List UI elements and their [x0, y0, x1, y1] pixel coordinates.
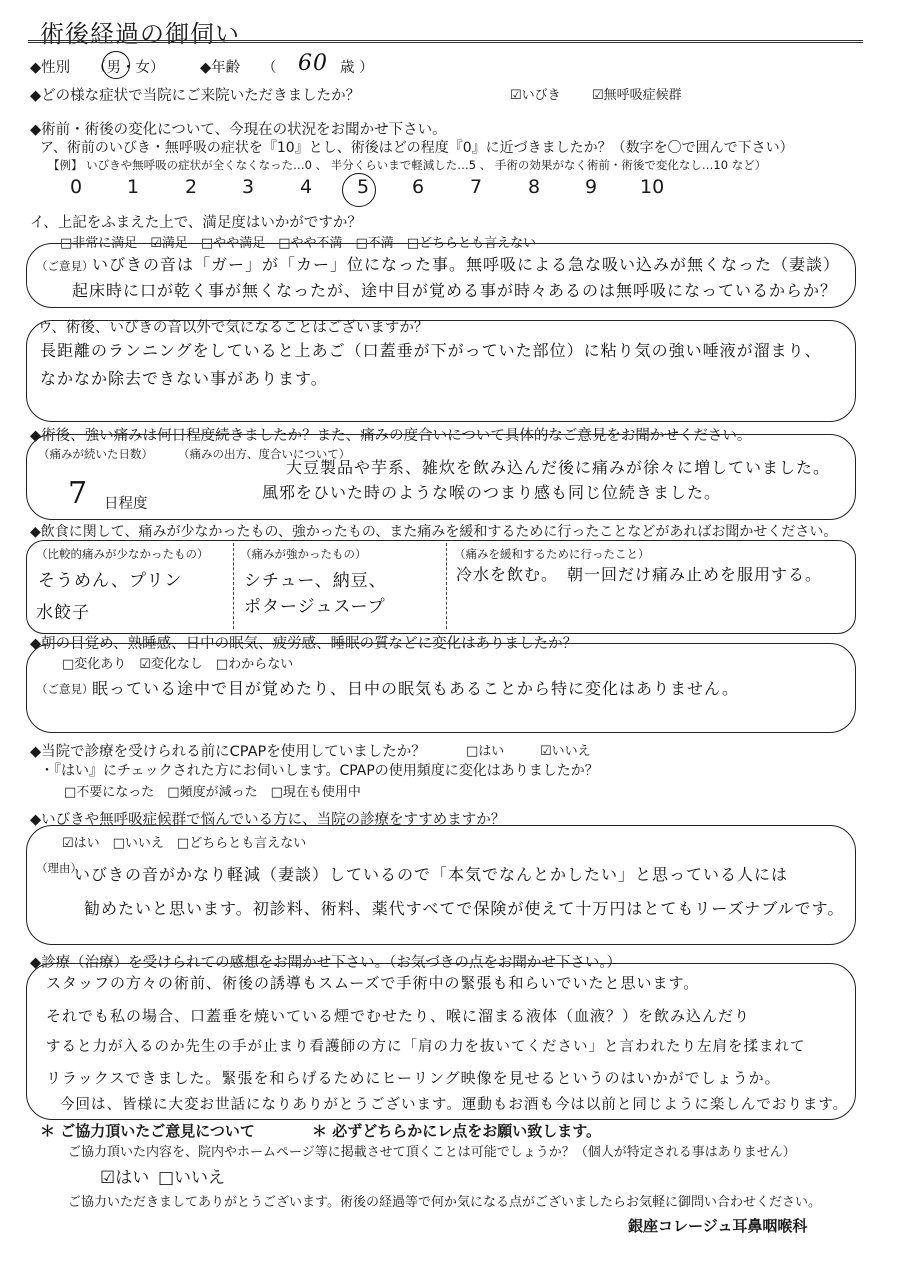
footer-thanks: ご協力いただきましてありがとうございます。術後の経過等で何か気になる点がございましたらお気軽に御問い合わせください。: [68, 1195, 821, 1210]
scale-number-3[interactable]: 3: [242, 176, 255, 198]
scale-number-8[interactable]: 8: [528, 176, 541, 198]
scale-number-2[interactable]: 2: [185, 176, 198, 198]
pain-detail-line2: 風邪をひいた時のような喉のつまり感も同じ位続きました。: [262, 483, 722, 502]
footer-notice-right: ＊ 必ずどちらかにレ点をお願い致します。: [312, 1122, 602, 1140]
other-answer-line1: 長距離のランニングをしていると上あご（口蓋垂が下がっていた部位）に粘り気の強い唾液が溜まり、: [40, 341, 822, 360]
title-divider: [28, 40, 863, 43]
recommend-box: [26, 825, 856, 945]
pain-detail-label: （痛みの出方、度合いについて）: [178, 447, 351, 461]
scale-number-10[interactable]: 10: [640, 176, 665, 198]
food-divider-2: [446, 543, 447, 629]
pain-detail-line1: 大豆製品や芋系、雑炊を飲み込んだ後に痛みが徐々に増していました。: [286, 458, 831, 477]
scale-number-7[interactable]: 7: [470, 176, 483, 198]
impression-question: ◆診療（治療）を受けられての感想をお聞かせ下さい。（お気づきの点をお聞かせ下さい。）: [30, 955, 622, 971]
pain-days-value: 7: [68, 476, 89, 511]
page-title: 術後経過の御伺い: [40, 20, 240, 48]
footer-permission-question: ご協力頂いた内容を、院内やホームページ等に掲載させて頂くことは可能でしょうか？（個人が特定される事はありません）: [68, 1145, 796, 1160]
impression-line3: すると力が入るのか先生の手が止まり看護師の方に「肩の力を抜いてください」と言われたり左肩を揉まれて: [46, 1039, 806, 1055]
clinic-name: 銀座コレージュ耳鼻咽喉科: [628, 1217, 808, 1235]
satisfaction-opinion-line2: 起床時に口が乾く事が無くなったが、途中目が覚める事が時々あるのは無呼吸になっているからか？: [72, 281, 838, 300]
impression-line5: 今回は、皆様に大変お世話になりありがとうございます。運動もお酒も今は以前と同じように楽しんでおります。: [60, 1097, 849, 1113]
food-strong-line2: ポタージュスープ: [244, 597, 386, 617]
sex-options[interactable]: （男・女）: [92, 60, 165, 76]
recommend-question: ◆いびきや無呼吸症候群で悩んでいる方に、当院の診療をすすめますか？: [30, 812, 506, 828]
age-value[interactable]: 60: [298, 51, 328, 76]
age-unit: 歳 ）: [340, 60, 374, 76]
recommend-reason-line2: 勧めたいと思います。初診料、術料、薬代すべてで保険が使えて十万円はとてもリーズナブルです。: [84, 899, 845, 918]
change-a-question: ア、術前のいびき・無呼吸の症状を『10』とし、術後はどの程度『0』に近づきましたか？（数字を〇で囲んで下さい）: [40, 140, 794, 156]
age-open-paren: （: [262, 60, 277, 76]
other-question: ウ、術後、いびきの音以外で気になることはございますか？: [38, 320, 429, 336]
scale-number-1[interactable]: 1: [127, 176, 140, 198]
food-less-line2: 水餃子: [36, 603, 90, 623]
sex-selected-circle: [102, 51, 130, 79]
food-strong-line1: シチュー、納豆、: [244, 571, 387, 591]
satisfaction-opinion-line1: いびきの音は「ガー」が「カー」位になった事。無呼吸による急な吸い込みが無くなった（妻談）: [92, 255, 841, 274]
recommend-reason-line1: いびきの音がかなり軽減（妻談）しているので「本気でなんとかしたい」と思っている人には: [74, 865, 789, 884]
food-relief-label: （痛みを緩和するために行ったこと）: [454, 547, 650, 561]
pain-days-unit: 日程度: [104, 496, 148, 512]
impression-line1: スタッフの方々の術前、術後の誘導もスムーズで手術中の緊張も和らいでいたと思います。: [46, 974, 700, 992]
footer-notice-left: ＊ ご協力頂いたご意見について: [40, 1122, 255, 1140]
scale-number-9[interactable]: 9: [585, 176, 598, 198]
symptom-apnea-checkbox[interactable]: ☑無呼吸症候群: [592, 88, 682, 103]
food-less-line1: そうめん、プリン: [38, 571, 183, 591]
footer-permission-no[interactable]: □いいえ: [158, 1168, 226, 1188]
cpap-question: ◆当院で診療を受けられる前にCPAPを使用していましたか？: [30, 744, 426, 760]
pain-question: ◆術後、強い痛みは何日程度続きましたか？また、痛みの度合いについて具体的なご意見をお聞かせください。: [30, 428, 752, 444]
morning-opinion-line1: 眠っている途中で目が覚めたり、日中の眠気もあることから特に変化はありません。: [92, 679, 739, 698]
food-relief-line1: 冷水を飲む。 朝一回だけ痛み止めを服用する。: [456, 565, 823, 584]
morning-options[interactable]: □変化あり ☑変化なし □わからない: [62, 657, 294, 672]
sex-label: ◆性別: [30, 60, 71, 76]
food-less-label: （比較的痛みが少なかったもの）: [36, 547, 209, 561]
recommend-reason-label: （理由）: [36, 861, 82, 875]
footer-permission-yes[interactable]: ☑はい: [100, 1168, 150, 1188]
change-question: ◆術前・術後の変化について、今現在の状況をお聞かせ下さい。: [30, 122, 447, 138]
scale-selected-circle: [342, 173, 376, 207]
cpap-sub-question: ・『はい』にチェックされた方にお伺いします。CPAPの使用頻度に変化はありましたか？: [40, 763, 599, 779]
food-strong-label: （痛みが強かったもの）: [240, 547, 367, 561]
age-label: ◆年齢: [200, 60, 241, 76]
cpap-yes-checkbox[interactable]: □はい: [466, 744, 505, 759]
food-question: ◆飲食に関して、痛みが少なかったもの、強かったもの、また痛みを緩和するために行ったことなどがあればお聞かせください。: [30, 524, 838, 540]
satisfaction-opinion-label: （ご意見）: [36, 259, 94, 273]
scale-number-5[interactable]: 5: [357, 176, 370, 198]
satisfaction-question: イ、上記をふまえた上で、満足度はいかがですか？: [30, 215, 362, 231]
scale-number-4[interactable]: 4: [300, 176, 313, 198]
cpap-sub-options[interactable]: □不要になった □頻度が減った □現在も使用中: [64, 785, 361, 800]
symptom-snoring-checkbox[interactable]: ☑いびき: [510, 88, 561, 103]
morning-question: ◆朝の目覚め、熟睡感、日中の眠気、疲労感、睡眠の質などに変化はありましたか？: [30, 636, 578, 652]
recommend-options[interactable]: ☑はい □いいえ □どちらとも言えない: [62, 836, 307, 851]
satisfaction-options[interactable]: □非常に満足 ☑満足 □やや満足 □やや不満 □不満 □どちらとも言えない: [60, 236, 537, 251]
scale-number-0[interactable]: 0: [70, 176, 83, 198]
impression-line2: それでも私の場合、口蓋垂を焼いている煙でむせたり、喉に溜まる液体（血液？）を飲み込んだり: [46, 1007, 751, 1025]
symptoms-question: ◆どの様な症状で当院にご来院いただきましたか？: [30, 88, 361, 104]
pain-days-label: （痛みが続いた日数）: [38, 447, 153, 461]
other-answer-line2: なかなか除去できない事があります。: [40, 369, 328, 388]
food-divider-1: [233, 543, 234, 629]
morning-opinion-label: （ご意見）: [36, 682, 94, 696]
impression-line4: リラックスできました。緊張を和らげるためにヒーリング映像を見せるというのはいかがでしょうか。: [46, 1069, 781, 1087]
cpap-no-checkbox[interactable]: ☑いいえ: [540, 744, 591, 759]
scale-number-6[interactable]: 6: [412, 176, 425, 198]
change-example: 【例】 いびきや無呼吸の症状が全くなくなった…0 、 半分くらいまで軽減した…5 、 手術の効果がなく術前・術後で変化なし…10 など）: [48, 158, 767, 172]
